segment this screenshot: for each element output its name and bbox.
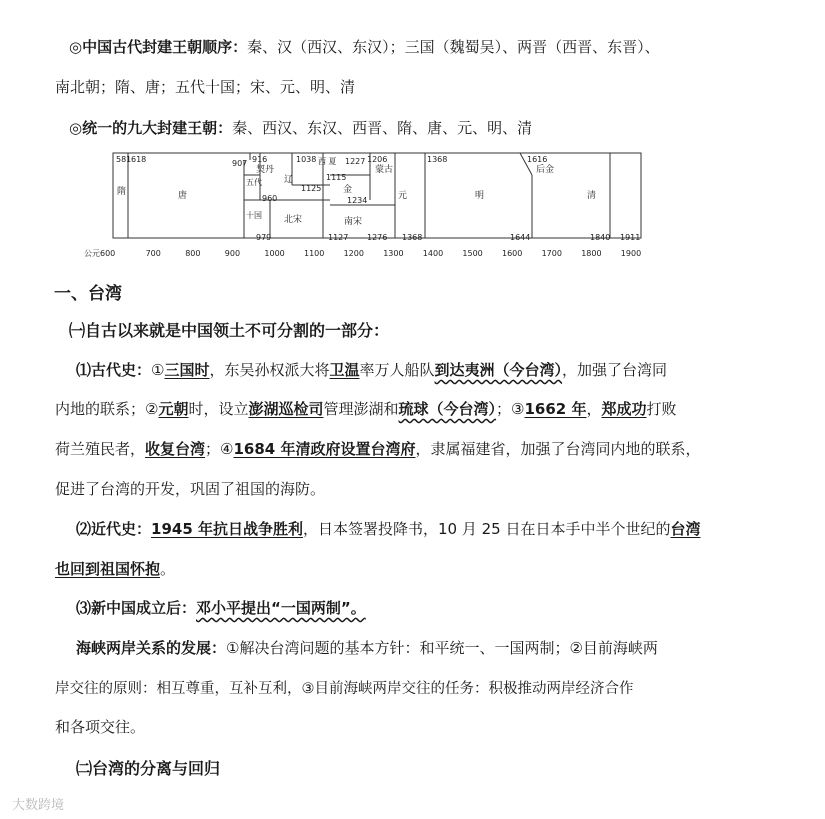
keyword: 郑成功 [601, 400, 647, 418]
dynasty-label: 契丹 [256, 165, 275, 175]
relations-line-1 [76, 637, 658, 658]
year-label: 1368 [402, 233, 423, 242]
axis-tick-label: 1200 [343, 249, 364, 258]
dynasty-label: 五代 [246, 178, 262, 187]
ancient-history-line-4: 促进了台湾的开发，巩固了祖国的海防。 [55, 480, 326, 498]
keyword: 到达夷洲（今台湾） [434, 361, 563, 379]
text: ，隶属福建省，加强了台湾同内地的联系， [415, 440, 701, 458]
keyword: 台湾 [670, 520, 701, 538]
subsection-title-2: ㈡台湾的分离与回归 [76, 759, 221, 778]
keyword: 1945 年抗日战争胜利 [151, 520, 303, 538]
year-label: 960 [262, 194, 278, 203]
relations-label: 海峡两岸关系的发展： [76, 639, 227, 657]
axis-tick-label: 1600 [502, 249, 523, 258]
year-label: 1234 [347, 196, 368, 205]
section-title: 一、台湾 [54, 284, 122, 304]
dynasty-label: 明 [475, 191, 485, 201]
year-label: 1840 [590, 233, 611, 242]
dynasty-label: 北宋 [284, 215, 303, 225]
modern-history-line-1 [76, 518, 701, 539]
text: 管理澎湖和 [323, 400, 399, 418]
text: 时，设立 [188, 400, 249, 418]
relations-line-2: 岸交往的原则：相互尊重，互补互利，③目前海峡两岸交往的任务：积极推动两岸经济合作 [55, 681, 634, 697]
keyword: 也回到祖国怀抱 [55, 560, 161, 578]
dynasty-timeline [0, 0, 825, 270]
watermark: 大数跨境 [12, 798, 65, 813]
year-label: 1644 [510, 233, 531, 242]
relations-line-3: 和各项交往。 [55, 718, 146, 736]
ancient-history-line-1 [76, 359, 667, 380]
modern-history-label: ⑵近代史： [76, 520, 152, 538]
dynasty-label: 十国 [246, 211, 262, 220]
keyword: 1662 年 [524, 400, 587, 418]
text: 。 [160, 560, 176, 578]
text: ① [151, 361, 165, 379]
keyword: 三国时 [164, 361, 210, 379]
year-label: 1911 [620, 233, 641, 242]
year-label: 1206 [367, 155, 388, 164]
new-china-line [76, 597, 366, 618]
axis-tick-label: 700 [145, 249, 161, 258]
year-label: 916 [252, 155, 268, 164]
keyword: 邓小平提出“一国两制”。 [196, 599, 366, 617]
text: ，东吴孙权派大将 [209, 361, 330, 379]
keyword: 元朝 [158, 400, 189, 418]
year-label: 1616 [527, 155, 548, 164]
text: ①解决台湾问题的基本方针：和平统一、一国两制；②目前海峡两 [226, 639, 658, 657]
text: ；③ [496, 400, 525, 418]
year-label: 西 夏 [318, 157, 337, 166]
axis-tick-label: 1300 [383, 249, 404, 258]
dynasty-label: 隋 [117, 187, 127, 197]
dynasty-label: 清 [587, 191, 597, 201]
new-china-label: ⑶新中国成立后： [76, 599, 197, 617]
text: ，日本签署投降书，10 月 25 日在日本手中半个世纪的 [303, 520, 671, 538]
dynasty-label: 金 [343, 185, 353, 195]
axis-tick-label: 900 [224, 249, 241, 258]
text: ，加强了台湾同 [562, 361, 668, 379]
ancient-history-label: ⑴古代史： [76, 361, 152, 379]
axis-tick-label: 800 [185, 249, 201, 258]
text: ， [586, 400, 602, 418]
dynasty-label: 唐 [178, 191, 188, 201]
year-label: 581 [116, 155, 132, 164]
keyword: 琉球（今台湾） [398, 400, 497, 418]
axis-tick-label: 1000 [264, 249, 285, 258]
year-label: 1368 [427, 155, 448, 164]
unified-dynasties-label: 统一的九大封建王朝： [82, 119, 233, 137]
ancient-history-line-3 [55, 438, 700, 459]
unified-dynasties-text: 秦、西汉、东汉、西晋、隋、唐、元、明、清 [232, 119, 533, 137]
axis-tick-label: 1800 [581, 249, 602, 258]
ancient-history-line-2 [55, 398, 677, 419]
keyword: 1684 年清政府设置台湾府 [233, 440, 416, 458]
dynasty-label: 元 [398, 191, 408, 201]
dynasty-label: 蒙古 [375, 165, 394, 175]
text: 率万人船队 [359, 361, 435, 379]
year-label: 979 [256, 233, 272, 242]
keyword: 卫温 [329, 361, 360, 379]
dynasty-label: 后金 [536, 165, 555, 175]
axis-tick-label: 1400 [422, 249, 444, 258]
dynasty-order-line-2: 南北朝；隋、唐；五代十国；宋、元、明、清 [55, 78, 356, 96]
text: ；④ [205, 440, 234, 458]
keyword: 收复台湾 [145, 440, 206, 458]
year-label: 907 [232, 159, 248, 168]
bullet-icon: ◎ [69, 38, 83, 56]
keyword: 澎湖巡检司 [248, 400, 324, 418]
dynasty-label: 南宋 [344, 217, 363, 227]
axis-tick-label: 1900 [620, 249, 642, 258]
year-label: 1276 [367, 233, 388, 242]
axis-tick-label: 1100 [304, 249, 325, 258]
bullet-icon: ◎ [69, 119, 83, 137]
year-label: 1038 [296, 155, 317, 164]
year-label: 1127 [328, 233, 349, 242]
modern-history-line-2 [55, 558, 175, 579]
text: 打败 [646, 400, 677, 418]
year-label: 618 [131, 155, 147, 164]
year-label: 1227 [345, 157, 366, 166]
text: 内地的联系；② [55, 400, 159, 418]
axis-tick-label: 公元600 [84, 249, 116, 258]
subsection-title-1: ㈠自古以来就是中国领土不可分割的一部分： [69, 321, 390, 340]
axis-tick-label: 1500 [462, 249, 483, 258]
year-label: 1115 [326, 173, 347, 182]
dynasty-order-text: 秦、汉（西汉、东汉）；三国（魏蜀吴）、两晋（西晋、东晋）、 [247, 38, 660, 56]
year-label: 1125 [301, 184, 322, 193]
axis-tick-label: 1700 [541, 249, 562, 258]
dynasty-order-label: 中国古代封建王朝顺序： [82, 38, 248, 56]
text: 荷兰殖民者， [55, 440, 146, 458]
dynasty-label: 辽 [284, 175, 294, 185]
